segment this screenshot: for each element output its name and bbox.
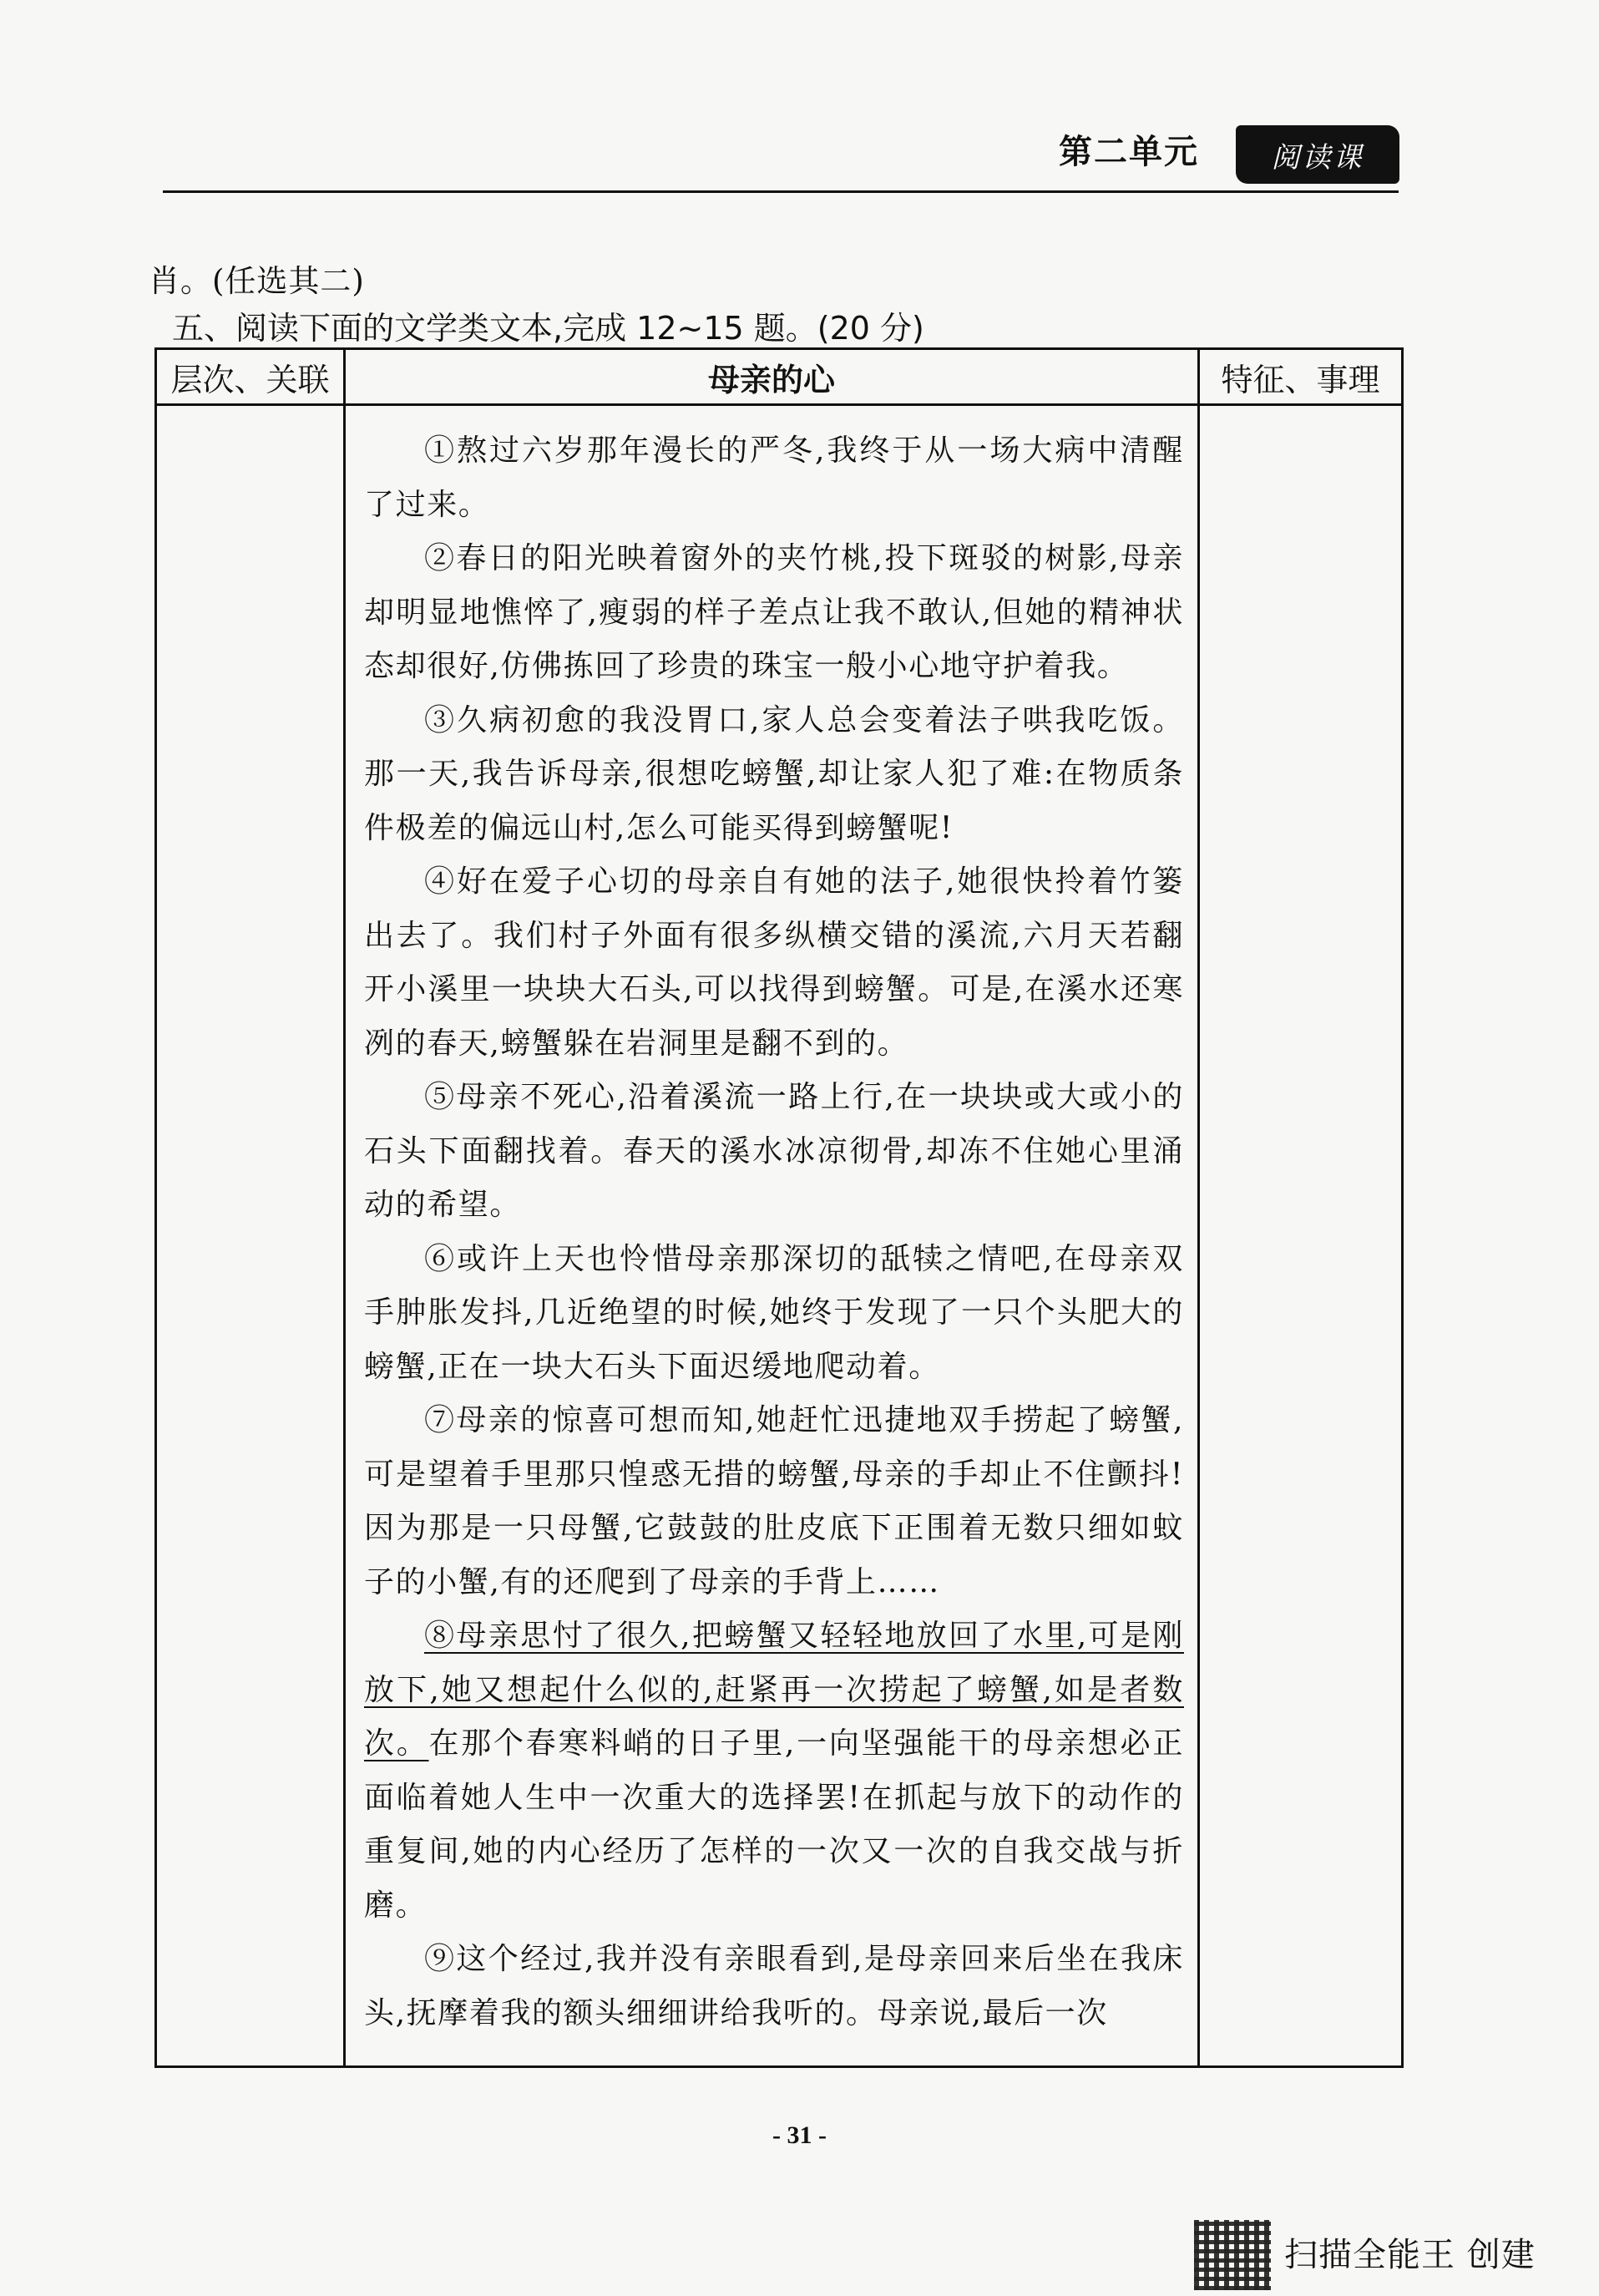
previous-question-tail: 肖。(任选其二): [149, 263, 365, 299]
col-header-features: 特征、事理: [1199, 349, 1403, 405]
unit-title: 第二单元: [1059, 133, 1199, 171]
article-title: 母亲的心: [345, 349, 1199, 405]
paragraph-6: ⑥或许上天也怜惜母亲那深切的舐犊之情吧,在母亲双手肿胀发抖,几近绝望的时候,她终于发现了一只个头肥大的螃蟹,正在一块大石头下面迟缓地爬动着。: [364, 1241, 1184, 1384]
series-logo: [1236, 125, 1399, 184]
article-body: [345, 405, 1199, 2067]
reading-table: [154, 347, 1404, 2068]
underlined-sentence: ⑧母亲思忖了很久,把螃蟹又轻轻地放回了水里,可是刚放下,她又想起什么似的,赶紧再一次捞起了螃蟹,如是者数次。: [364, 1619, 1184, 1761]
paragraph-1: ①熬过六岁那年漫长的严冬,我终于从一场大病中清醒了过来。: [364, 433, 1184, 522]
section-heading: 五、阅读下面的文学类文本,完成 12~15 题。(20 分): [172, 310, 924, 347]
paragraph-9: ⑨这个经过,我并没有亲眼看到,是母亲回来后坐在我床头,抚摩着我的额头细细讲给我听的。母亲说,最后一次: [364, 1942, 1184, 2030]
paragraph-8-rest: 在那个春寒料峭的日子里,一向坚强能干的母亲想必正面临着她人生中一次重大的选择罢!在抓起与放下的动作的重复间,她的内心经历了怎样的一次又一次的自我交战与折磨。: [364, 1726, 1185, 1923]
annotation-column-right: [1199, 405, 1403, 2067]
paragraph-3: ③久病初愈的我没胃口,家人总会变着法子哄我吃饭。那一天,我告诉母亲,很想吃螃蟹,却让家人犯了难:在物质条件极差的偏远山村,怎么可能买得到螃蟹呢!: [364, 702, 1184, 845]
paragraph-2: ②春日的阳光映着窗外的夹竹桃,投下斑驳的树影,母亲却明显地憔悴了,瘦弱的样子差点让我不敢认,但她的精神状态却很好,仿佛拣回了珍贵的珠宝一般小心地守护着我。: [364, 541, 1184, 683]
page-number: - 31 -: [772, 2121, 827, 2149]
table-header-row: [156, 349, 1403, 405]
col-header-levels: 层次、关联: [156, 349, 345, 405]
scanner-watermark-label: 扫描全能王 创建: [1284, 2236, 1536, 2274]
paragraph-5: ⑤母亲不死心,沿着溪流一路上行,在一块块或大或小的石头下面翻找着。春天的溪水冰凉彻骨,却冻不住她心里涌动的希望。: [364, 1080, 1184, 1222]
paragraph-7: ⑦母亲的惊喜可想而知,她赶忙迅捷地双手捞起了螃蟹,可是望着手里那只惶惑无措的螃蟹,母亲的手却止不住颤抖!因为那是一只母蟹,它鼓鼓的肚皮底下正围着无数只细如蚊子的小蟹,有的还爬到了母亲的手背上……: [364, 1403, 1184, 1599]
paragraph-4: ④好在爱子心切的母亲自有她的法子,她很快拎着竹篓出去了。我们村子外面有很多纵横交错的溪流,六月天若翻开小溪里一块块大石头,可以找得到螃蟹。可是,在溪水还寒冽的春天,螃蟹躲在岩洞里是翻不到的。: [364, 864, 1184, 1061]
qr-code-icon: [1194, 2220, 1271, 2290]
header-rule: [163, 190, 1399, 193]
logo-text: 阅读课: [1271, 140, 1364, 175]
table-body-row: [156, 405, 1403, 2067]
annotation-column-left: [156, 405, 345, 2067]
paragraph-8: [364, 1609, 1184, 1933]
